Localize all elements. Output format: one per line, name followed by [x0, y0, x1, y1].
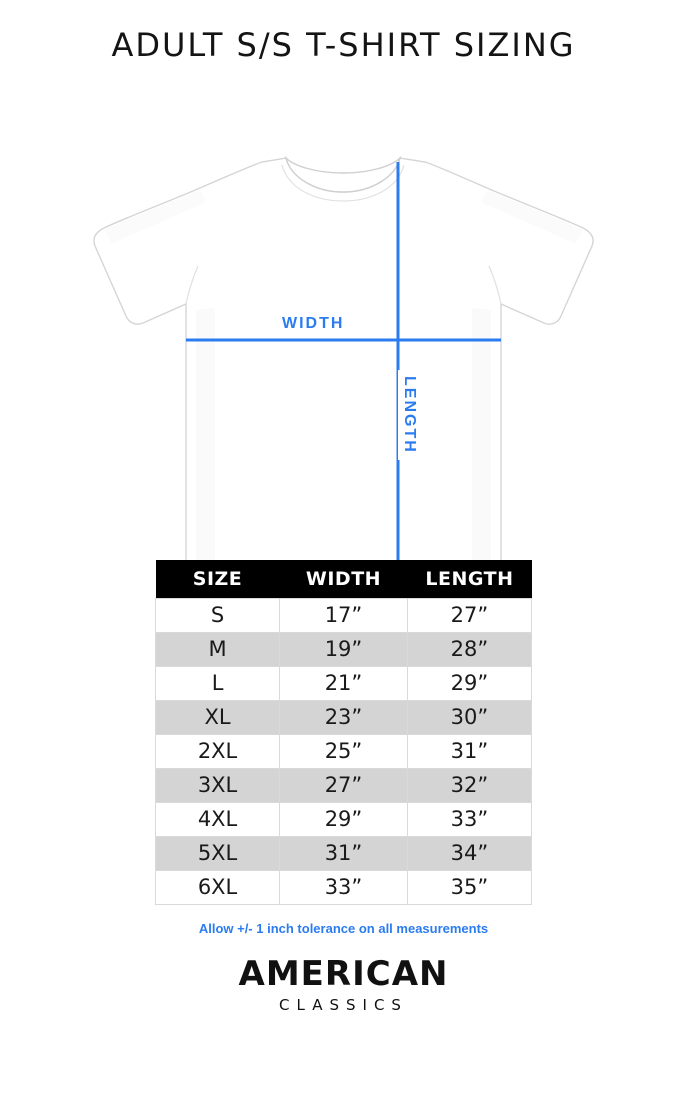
- header-length: LENGTH: [407, 560, 531, 599]
- tolerance-note: Allow +/- 1 inch tolerance on all measurements: [198, 921, 489, 936]
- length-label: LENGTH: [398, 370, 420, 460]
- table-row: [156, 735, 532, 769]
- cell-length: 30”: [407, 701, 531, 735]
- cell-width: 19”: [280, 633, 408, 667]
- cell-width: 17”: [280, 599, 408, 633]
- cell-width: 23”: [280, 701, 408, 735]
- table-row: [156, 599, 532, 633]
- cell-size: 2XL: [156, 735, 280, 769]
- shirt-diagram: [0, 70, 687, 560]
- cell-size: XL: [156, 701, 280, 735]
- size-table: [155, 560, 532, 905]
- cell-length: 31”: [407, 735, 531, 769]
- cell-width: 31”: [280, 837, 408, 871]
- cell-size: M: [156, 633, 280, 667]
- cell-size: 3XL: [156, 769, 280, 803]
- cell-length: 27”: [407, 599, 531, 633]
- page-title: ADULT S/S T-SHIRT SIZING: [111, 26, 576, 64]
- brand-name: AMERICAN: [238, 954, 449, 994]
- brand-logo: [0, 954, 687, 1014]
- table-row: [156, 701, 532, 735]
- cell-width: 29”: [280, 803, 408, 837]
- table-row: [156, 769, 532, 803]
- table-header-row: [156, 560, 532, 599]
- header-size: SIZE: [156, 560, 280, 599]
- cell-length: 28”: [407, 633, 531, 667]
- size-chart: [155, 560, 532, 905]
- cell-width: 21”: [280, 667, 408, 701]
- brand-subtitle: CLASSICS: [279, 996, 408, 1014]
- cell-width: 27”: [280, 769, 408, 803]
- cell-length: 29”: [407, 667, 531, 701]
- cell-size: 6XL: [156, 871, 280, 905]
- table-row: [156, 837, 532, 871]
- table-row: [156, 871, 532, 905]
- header-width: WIDTH: [280, 560, 408, 599]
- cell-length: 32”: [407, 769, 531, 803]
- table-row: [156, 633, 532, 667]
- cell-size: 5XL: [156, 837, 280, 871]
- cell-width: 33”: [280, 871, 408, 905]
- cell-length: 33”: [407, 803, 531, 837]
- cell-length: 34”: [407, 837, 531, 871]
- width-label: WIDTH: [276, 313, 350, 335]
- cell-size: 4XL: [156, 803, 280, 837]
- cell-size: S: [156, 599, 280, 633]
- cell-width: 25”: [280, 735, 408, 769]
- table-row: [156, 803, 532, 837]
- cell-size: L: [156, 667, 280, 701]
- table-row: [156, 667, 532, 701]
- cell-length: 35”: [407, 871, 531, 905]
